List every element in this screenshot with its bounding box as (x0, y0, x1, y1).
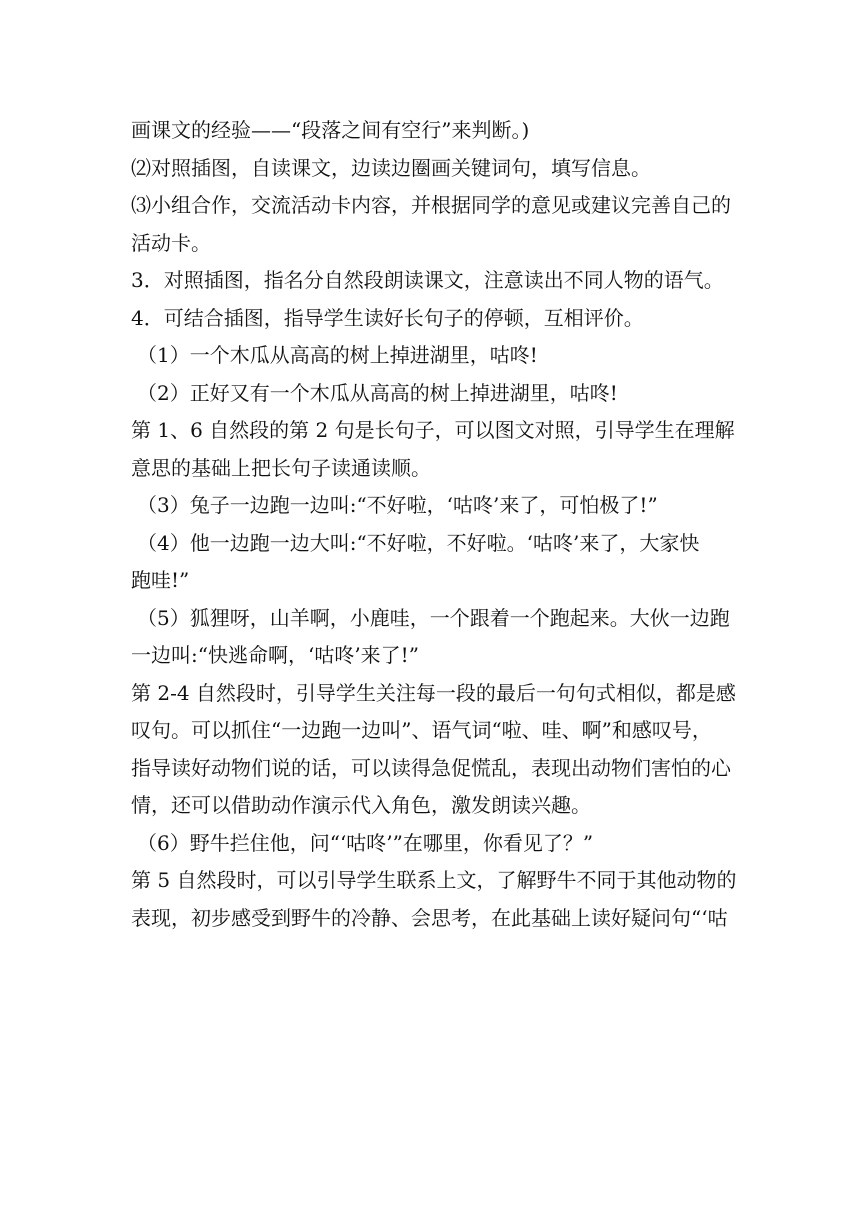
text-line: 指导读好动物们说的话，可以读得急促慌乱，表现出动物们害怕的心 (131, 755, 731, 780)
text-line: 画课文的经验——“段落之间有空行”来判断。) (131, 118, 530, 142)
text-line: 一边叫:“快逃命啊，‘咕咚’来了!” (131, 643, 419, 667)
text-line: 情，还可以借助动作演示代入角色，激发朗读兴趣。 (131, 793, 591, 817)
text-line: （3）兔子一边跑一边叫:“不好啦，‘咕咚’来了，可怕极了!” (137, 493, 658, 517)
text-line: 叹句。可以抓住“一边跑一边叫”、语气词“啦、哇、啊”和感叹号， (131, 718, 712, 742)
text-line: （1）一个木瓜从高高的树上掉进湖里，咕咚! (137, 343, 538, 367)
text-line: ⑶小组合作，交流活动卡内容，并根据同学的意见或建议完善自己的 (131, 193, 731, 217)
document-body (131, 112, 735, 937)
text-line: 活动卡。 (131, 230, 211, 255)
text-line: 第 5 自然段时，可以引导学生联系上文，了解野牛不同于其他动物的 (131, 868, 737, 892)
text-line: 4．可结合插图，指导学生读好长句子的停顿，互相评价。 (131, 305, 644, 330)
text-line: 3．对照插图，指名分自然段朗读课文，注意读出不同人物的语气。 (131, 268, 724, 292)
text-line: （2）正好又有一个木瓜从高高的树上掉进湖里，咕咚! (137, 380, 618, 405)
text-line: 跑哇!” (131, 568, 190, 592)
text-line: ⑵对照插图，自读课文，边读边圈画关键词句，填写信息。 (131, 155, 651, 180)
text-line: （5）狐狸呀，山羊啊，小鹿哇，一个跟着一个跑起来。大伙一边跑 (137, 605, 730, 630)
text-line: 意思的基础上把长句子读通读顺。 (131, 455, 431, 480)
text-line: 第 1、6 自然段的第 2 句是长句子，可以图文对照，引导学生在理解 (131, 418, 735, 442)
text-line: （4）他一边跑一边大叫:“不好啦，不好啦。‘咕咚’来了，大家快 (137, 530, 700, 555)
text-line: 第 2-4 自然段时，引导学生关注每一段的最后一句句式相似，都是感 (131, 680, 736, 705)
text-line: （6）野牛拦住他，问“‘咕咚’”在哪里，你看见了？” (137, 830, 594, 855)
text-line: 表现，初步感受到野牛的冷静、会思考，在此基础上读好疑问句“‘咕 (131, 905, 728, 930)
